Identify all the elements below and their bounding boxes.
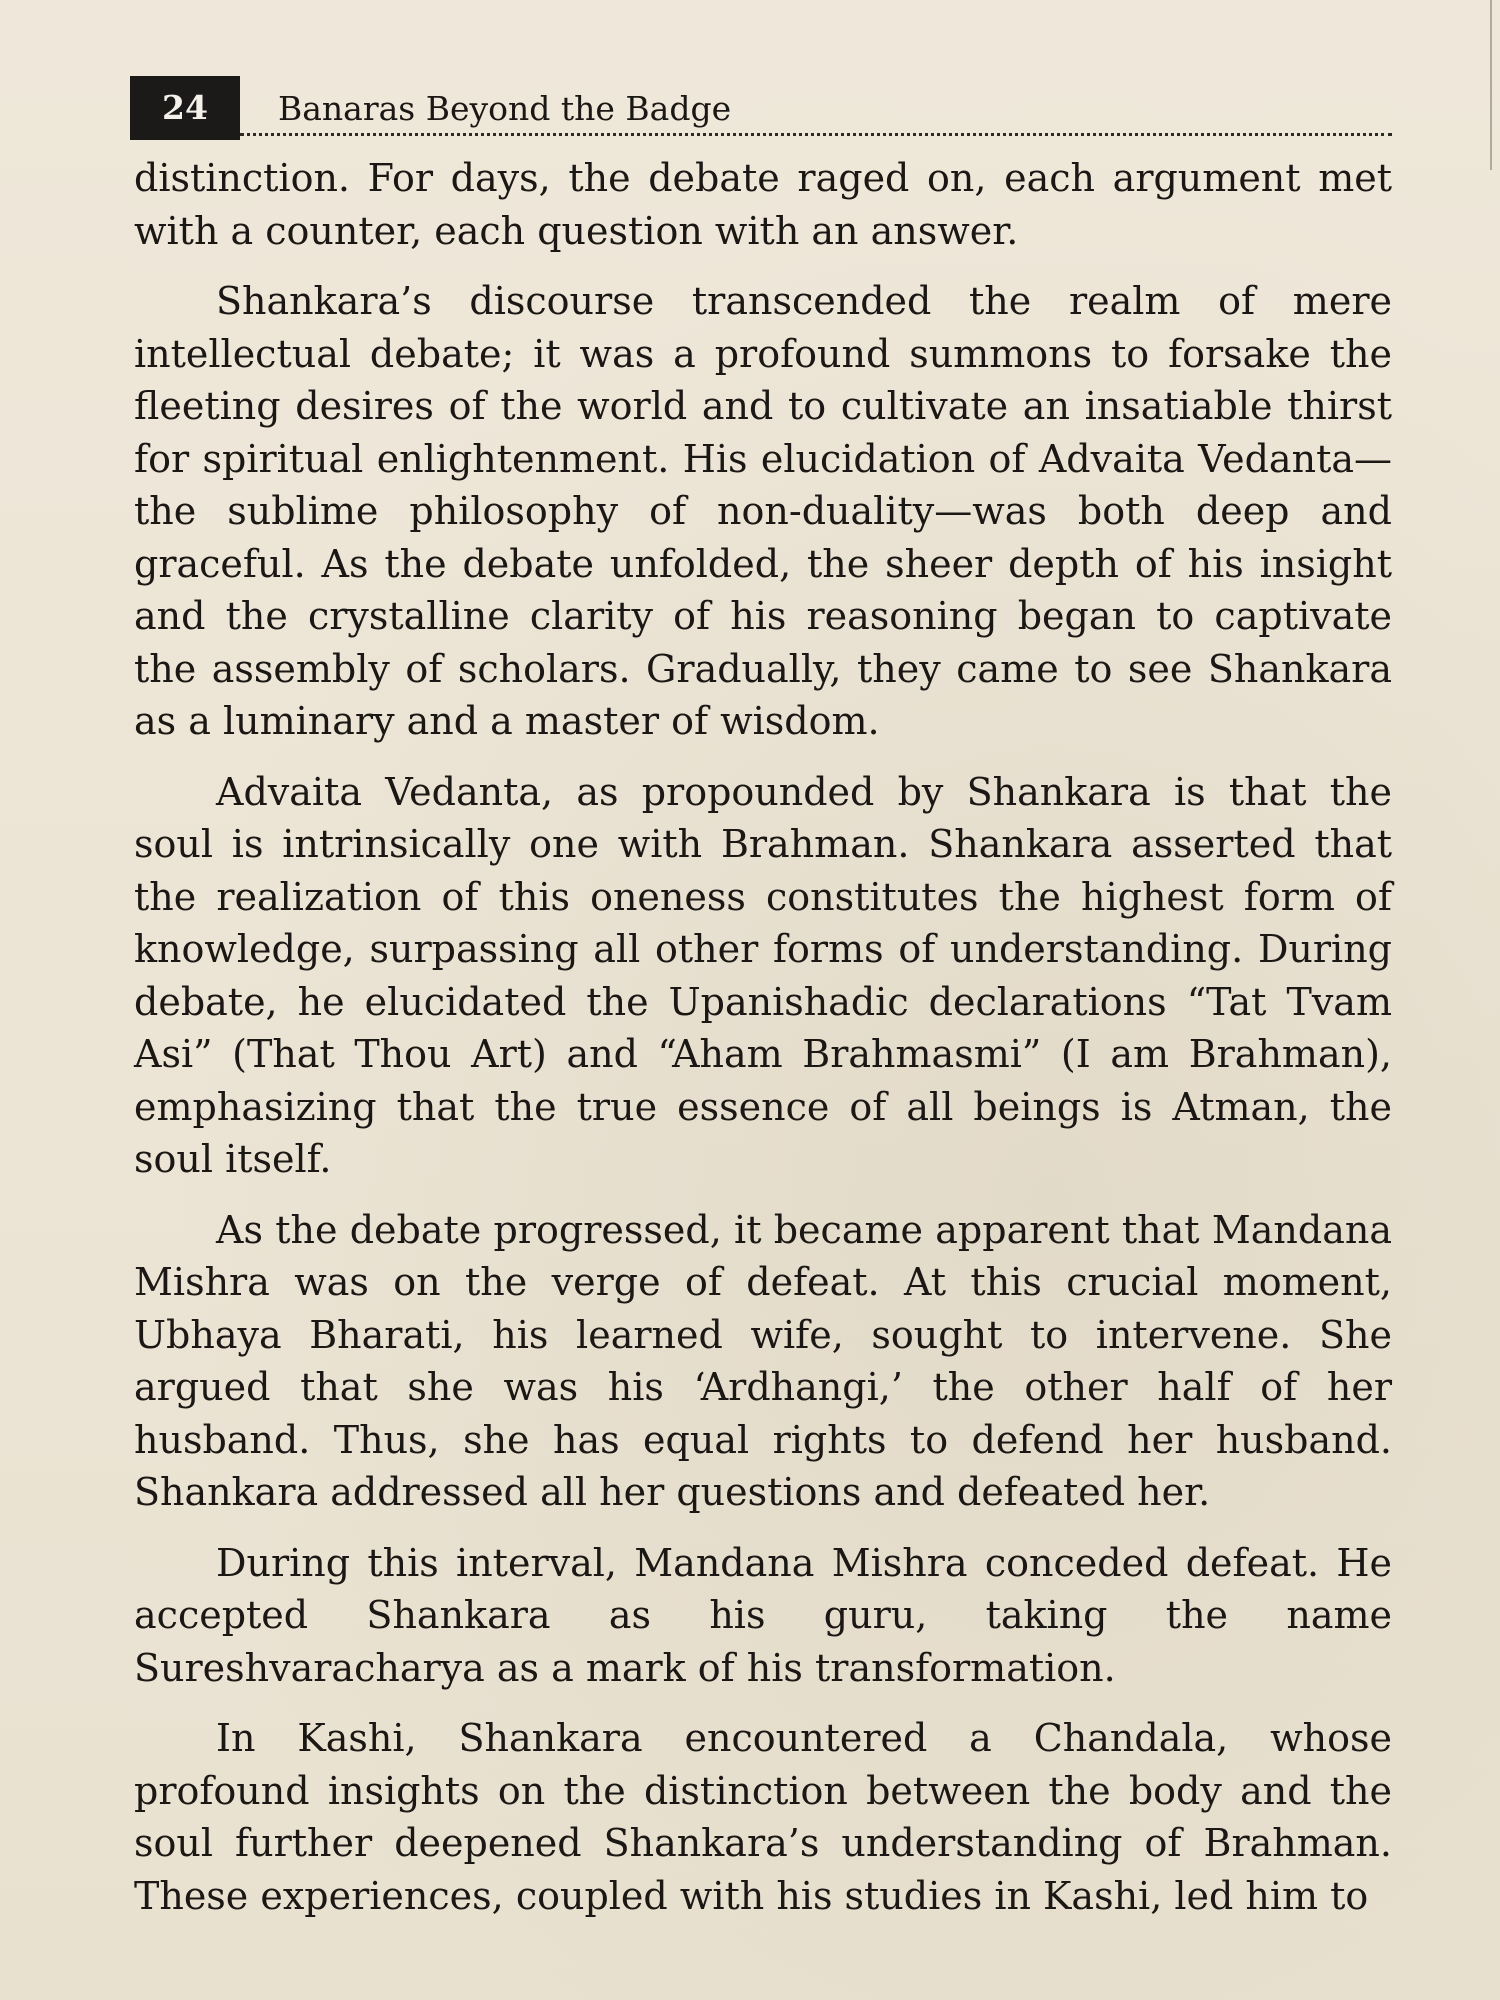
paragraph-mandana-concedes: During this interval, Mandana Mishra conceded defeat. He accepted Shankara as his guru, taking the name Sureshvaracharya as a mark of his transformation. bbox=[134, 1540, 1392, 1690]
page-header bbox=[130, 76, 1392, 140]
page-number: 24 bbox=[130, 76, 240, 140]
page-edge-mark bbox=[1490, 0, 1492, 170]
running-title: Banaras Beyond the Badge bbox=[278, 89, 732, 128]
paragraph-debate-progressed: As the debate progressed, it became apparent that Mandana Mishra was on the verge of defeat. At this crucial moment, Ubhaya Bharati, his learned wife, sought to intervene. She argued that she was his ‘Ardhangi,’ the other half of her husband. Thus, she has equal rights to defend her husband. Shankara addressed all her questions and defeated her. bbox=[134, 1207, 1392, 1514]
paragraph-kashi-chandala: In Kashi, Shankara encountered a Chandala, whose profound insights on the distinction between the body and the soul further deepened Shankara’s understanding of Brahman. These experiences, coupled with his studies in Kashi, led him to bbox=[134, 1716, 1392, 1918]
body-text bbox=[134, 152, 1392, 1940]
header-dotted-rule bbox=[240, 133, 1392, 136]
paragraph-continuation: distinction. For days, the debate raged on, each argument met with a counter, each question with an answer. bbox=[134, 156, 1392, 253]
paragraph-shankara-discourse: Shankara’s discourse transcended the realm of mere intellectual debate; it was a profound summons to forsake the fleeting desires of the world and to cultivate an insatiable thirst for spiritual enlightenment. His elucidation of Advaita Vedanta—the sublime philosophy of non-duality—was both deep and graceful. As the debate unfolded, the sheer depth of his insight and the crystalline clarity of his reasoning began to captivate the assembly of scholars. Gradually, they came to see Shankara as a luminary and a master of wisdom. bbox=[134, 279, 1392, 743]
paragraph-advaita-vedanta: Advaita Vedanta, as propounded by Shankara is that the soul is intrinsically one with Brahman. Shankara asserted that the realization of this oneness constitutes the highest form of knowledge, surpassing all other forms of understanding. During debate, he elucidated the Upanishadic declarations “Tat Tvam Asi” (That Thou Art) and “Aham Brahmasmi” (I am Brahman), emphasizing that the true essence of all beings is Atman, the soul itself. bbox=[134, 769, 1392, 1181]
